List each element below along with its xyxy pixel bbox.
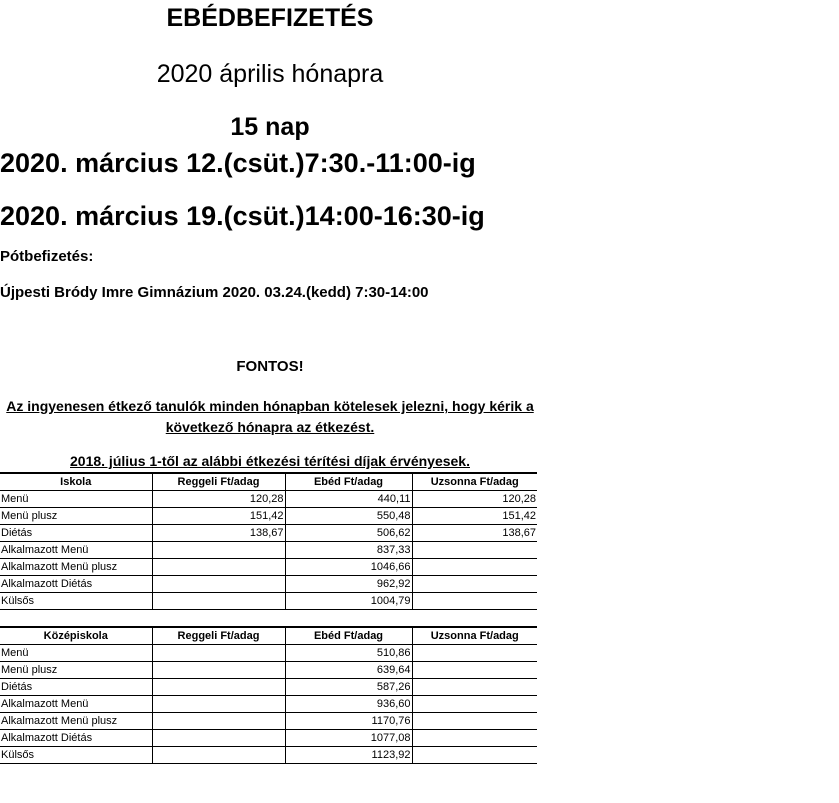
table-header-row: [0, 627, 537, 645]
table-cell: [412, 713, 537, 730]
table-cell: [152, 747, 285, 764]
table-row: [0, 576, 537, 593]
table-cell: 936,60: [285, 696, 412, 713]
table-cell: 1123,92: [285, 747, 412, 764]
column-header: Uzsonna Ft/adag: [412, 627, 537, 645]
payment-date-2: 2020. március 19.(csüt.)14:00-16:30-ig: [0, 201, 485, 231]
table-cell: Diétás: [0, 525, 152, 542]
table-cell: 138,67: [412, 525, 537, 542]
table-cell: [152, 576, 285, 593]
table-row: [0, 508, 537, 525]
notice-heading: FONTOS!: [236, 358, 304, 375]
table-cell: Menü plusz: [0, 662, 152, 679]
table-row: [0, 662, 537, 679]
column-header: Iskola: [0, 473, 152, 491]
table-row: [0, 542, 537, 559]
table-cell: [412, 593, 537, 610]
table-row: [0, 645, 537, 662]
fee-table-kozepiskola: [0, 626, 537, 764]
table-cell: Alkalmazott Menü: [0, 542, 152, 559]
table-cell: 1046,66: [285, 559, 412, 576]
table-row: [0, 559, 537, 576]
table-cell: 1004,79: [285, 593, 412, 610]
table-cell: [412, 559, 537, 576]
table-cell: Alkalmazott Diétás: [0, 576, 152, 593]
table-cell: Menü plusz: [0, 508, 152, 525]
table-row: [0, 593, 537, 610]
table-cell: [412, 679, 537, 696]
fee-table-iskola: [0, 472, 537, 610]
notice-text: Az ingyenesen étkező tanulók minden hónapban kötelesek jelezni, hogy kérik a következő hónapra az étkezést.: [6, 398, 534, 435]
table-cell: Alkalmazott Menü plusz: [0, 559, 152, 576]
table-cell: Menü: [0, 491, 152, 508]
table-cell: [152, 645, 285, 662]
table-row: [0, 696, 537, 713]
table-cell: Menü: [0, 645, 152, 662]
table-cell: [412, 730, 537, 747]
table-cell: Diétás: [0, 679, 152, 696]
page-title: EBÉDBEFIZETÉS: [166, 4, 374, 32]
table-cell: Külsős: [0, 747, 152, 764]
column-header: Középiskola: [0, 627, 152, 645]
table-cell: [412, 747, 537, 764]
table-cell: 837,33: [285, 542, 412, 559]
table-cell: [152, 559, 285, 576]
table-cell: [152, 593, 285, 610]
table-header-row: [0, 473, 537, 491]
column-header: Ebéd Ft/adag: [285, 627, 412, 645]
table-cell: Alkalmazott Menü: [0, 696, 152, 713]
column-header: Ebéd Ft/adag: [285, 473, 412, 491]
column-header: Uzsonna Ft/adag: [412, 473, 537, 491]
table-cell: 440,11: [285, 491, 412, 508]
column-header: Reggeli Ft/adag: [152, 627, 285, 645]
table-cell: 138,67: [152, 525, 285, 542]
table-cell: 510,86: [285, 645, 412, 662]
table-cell: Külsős: [0, 593, 152, 610]
days-count: 15 nap: [230, 113, 310, 141]
table-row: [0, 730, 537, 747]
table-cell: 1077,08: [285, 730, 412, 747]
table-cell: [152, 679, 285, 696]
table-cell: [152, 730, 285, 747]
fees-valid-since: 2018. július 1-től az alábbi étkezési térítési díjak érvényesek.: [70, 453, 470, 469]
late-payment-label: Pótbefizetés:: [0, 248, 94, 265]
table-cell: 550,48: [285, 508, 412, 525]
table-cell: [412, 576, 537, 593]
table-cell: [152, 713, 285, 730]
page-subtitle: 2020 április hónapra: [156, 60, 384, 88]
table-cell: [152, 542, 285, 559]
table-cell: [412, 662, 537, 679]
table-cell: Alkalmazott Diétás: [0, 730, 152, 747]
column-header: Reggeli Ft/adag: [152, 473, 285, 491]
table-cell: [412, 645, 537, 662]
table-cell: 639,64: [285, 662, 412, 679]
table-cell: 1170,76: [285, 713, 412, 730]
table-row: [0, 747, 537, 764]
table-row: [0, 491, 537, 508]
table-cell: [152, 696, 285, 713]
table-cell: 120,28: [412, 491, 537, 508]
table-cell: 151,42: [152, 508, 285, 525]
table-cell: 962,92: [285, 576, 412, 593]
table-cell: [412, 696, 537, 713]
table-cell: Alkalmazott Menü plusz: [0, 713, 152, 730]
table-cell: 587,26: [285, 679, 412, 696]
table-cell: 506,62: [285, 525, 412, 542]
late-payment-text: Újpesti Bródy Imre Gimnázium 2020. 03.24.(kedd) 7:30-14:00: [0, 284, 429, 301]
table-cell: 151,42: [412, 508, 537, 525]
table-row: [0, 525, 537, 542]
payment-date-1: 2020. március 12.(csüt.)7:30.-11:00-ig: [0, 148, 476, 178]
table-row: [0, 679, 537, 696]
table-row: [0, 713, 537, 730]
table-cell: [412, 542, 537, 559]
table-cell: [152, 662, 285, 679]
table-cell: 120,28: [152, 491, 285, 508]
